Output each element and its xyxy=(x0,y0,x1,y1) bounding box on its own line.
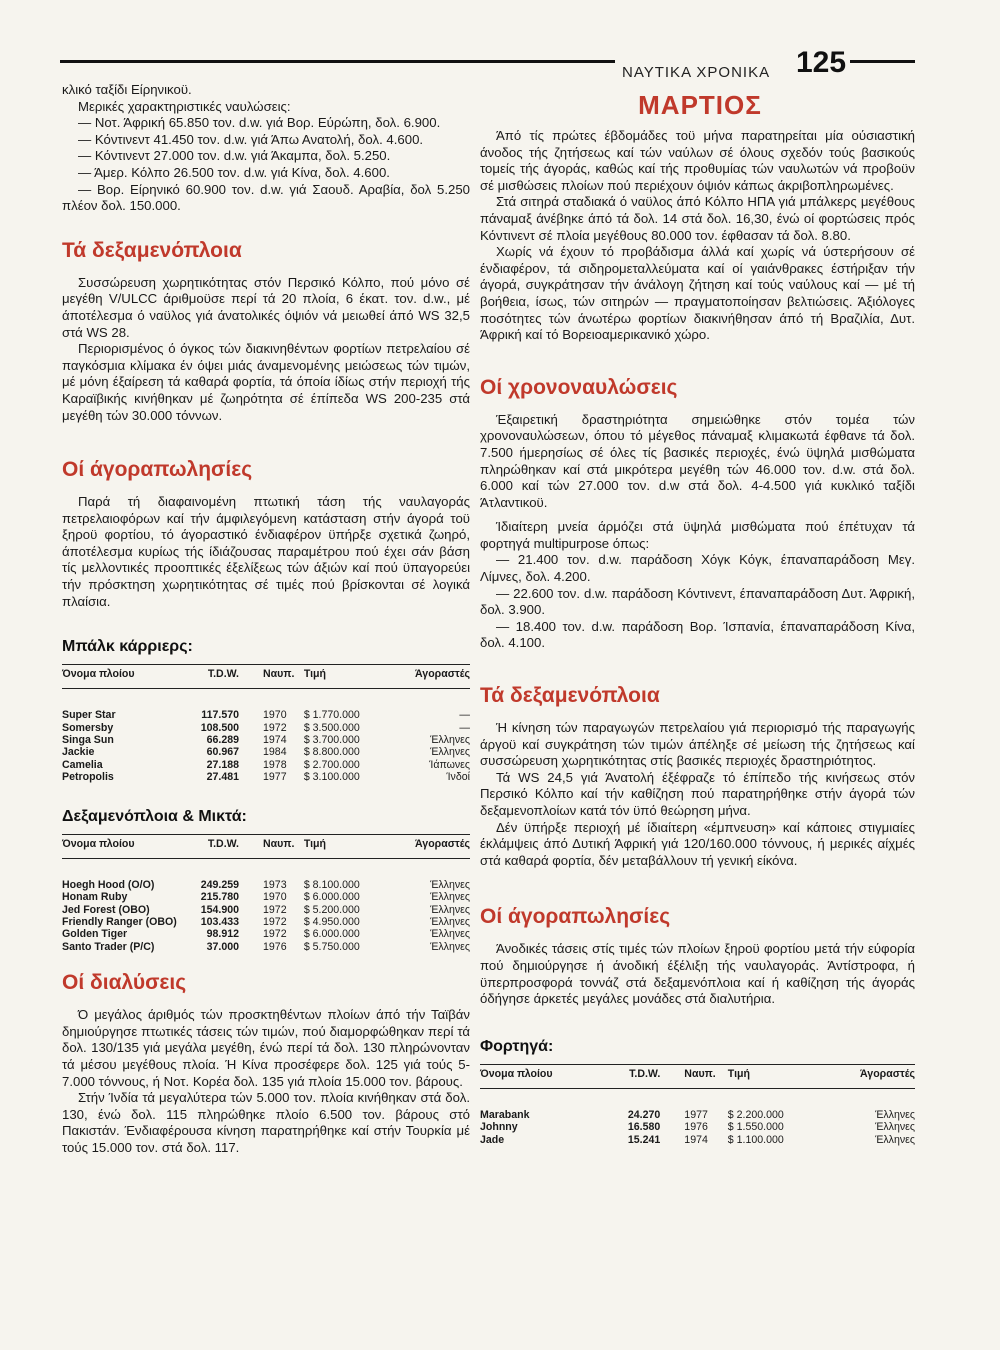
table-heading-tankers-mixed: Δεξαμενόπλοια & Μικτά: xyxy=(62,807,247,825)
magazine-title: ΝΑΥΤΙΚΑ ΧΡΟΝΙΚΑ xyxy=(622,64,771,81)
col-header-tdw: T.D.W. xyxy=(201,834,263,858)
section-heading-tankers: Τά δεξαμενόπλοια xyxy=(62,238,242,262)
cell-name: Hoegh Hood (O/O) xyxy=(62,878,155,891)
col-header-tdw: T.D.W. xyxy=(628,1064,684,1088)
cell-name: Marabank xyxy=(480,1108,530,1121)
cell-built: 1972 xyxy=(263,915,287,928)
paragraph: Μερικές χαρακτηριστικές ναυλώσεις: xyxy=(78,98,291,114)
cell-built: 1972 xyxy=(263,903,287,916)
cell-buyers: Ίάπωνες xyxy=(429,758,470,771)
paragraph: Στά σιτηρά σταδιακά ό ναϋλος άπό Κόλπο ΗΠΑ γιά μπάλκερς μεγέθους πάναμαξ άνέβηκε άπό τά δολ. 14 στά δολ. 16,30, ένώ οί φορτώσεις πρός Κόντινεντ σέ πλοία μεγέθους 80.000 τον. έφθασαν τά δολ. 8.80. xyxy=(480,194,915,243)
cell-name: Super Star xyxy=(62,709,116,722)
cell-buyers: Έλληνες xyxy=(430,734,470,747)
cell-built: 1974 xyxy=(263,734,287,747)
table-row xyxy=(62,928,470,940)
col-header-buyers: Άγοραστές xyxy=(806,1064,915,1088)
paragraph: Χωρίς νά έχουν τό προβάδισμα άλλά καί χωρίς νά ύστερήσουν σέ ένδιαφέρον, τά σιδηρομεταλλεύματα καί οί γαιάνθρακες έστήριξαν τήν άγορά, συγκράτησαν τήν άνάλογη ζήτηση καί τούς ναύλους καί — μέ τή βοήθεια, ίσως, τών σιτηρών — πραγματοποίησαν βελτιώσεις. Άξιόλογες ποσότητες τών άνωτέρω φορτίων διακινήθησαν άπό τή Βραζιλία, Δυτ. Άφρική καί τό Βορειοαμερικανικό χώρο. xyxy=(480,244,915,343)
cell-tdw: 98.912 xyxy=(206,928,240,941)
cell-price: $ 2.200.000 xyxy=(727,1108,784,1121)
header-rule-left xyxy=(60,60,615,63)
cell-name: Honam Ruby xyxy=(62,891,128,904)
col-header-name: Όνομα πλοίου xyxy=(62,834,201,858)
table-row xyxy=(62,746,470,758)
table-row xyxy=(62,941,470,953)
bulk-carriers-table xyxy=(62,664,470,783)
cell-buyers: Έλληνες xyxy=(875,1133,915,1146)
cell-name: Friendly Ranger (OBO) xyxy=(62,915,177,928)
cell-buyers: Έλληνες xyxy=(430,878,470,891)
cell-name: Jed Forest (OBO) xyxy=(62,903,150,916)
cell-buyers: — xyxy=(459,721,470,734)
paragraph: Συσσώρευση χωρητικότητας στόν Περσικό Κόλπο, πού μόνο σέ μεγέθη V/ULCC άριθμοϋσε περί τά 20 πλοία, 6 έκατ. τον. d.w., μέ άποτέλεσμα ό ναϋλος γιά άνατολικές όψιόν νά μειωθεί άπό WS 32,5 στά WS 28. xyxy=(62,274,470,340)
col-header-name: Όνομα πλοίου xyxy=(480,1064,628,1088)
table-row xyxy=(480,1088,915,1121)
table-row xyxy=(62,904,470,916)
cell-price: $ 5.750.000 xyxy=(303,940,360,953)
cell-price: $ 6.000.000 xyxy=(303,891,360,904)
table-row xyxy=(62,689,470,722)
cell-name: Singa Sun xyxy=(62,734,114,747)
cell-tdw: 103.433 xyxy=(200,915,240,928)
charter-item: — 22.600 τον. d.w. παράδοση Κόντινεντ, έπαναπαράδοση Δυτ. Άφρική, δολ. 3.900. xyxy=(480,585,915,618)
cell-price: $ 1.100.000 xyxy=(727,1133,784,1146)
cell-price: $ 8.800.000 xyxy=(303,746,360,759)
cell-tdw: 66.289 xyxy=(206,734,240,747)
charter-item: — Κόντινεντ 41.450 τον. d.w. γιά Άπω Ανατολή, δολ. 4.600. xyxy=(78,131,424,147)
cell-tdw: 15.241 xyxy=(627,1133,661,1146)
cell-tdw: 27.481 xyxy=(206,771,240,784)
cell-price: $ 6.000.000 xyxy=(303,928,360,941)
paragraph: κλικό ταξίδι Είρηνικοϋ. xyxy=(62,82,192,97)
cell-name: Somersby xyxy=(62,721,114,734)
table-row xyxy=(62,734,470,746)
charter-item: — Νοτ. Άφρική 65.850 τον. d.w. γιά Βορ. Εύρώπη, δολ. 6.900. xyxy=(78,115,441,131)
paragraph: Ή κίνηση τών παραγωγών πετρελαίου γιά περιορισμό τής παραγωγής άργοϋ καί συγκράτηση τών τιμών άπέληξε σέ μείωση τής ζητήσεως καί συσσώρευση χωρητικότητας στίς βασικές περιοχές δραστηριότητος. xyxy=(480,720,915,769)
table-row xyxy=(62,759,470,771)
cell-name: Santo Trader (P/C) xyxy=(62,940,155,953)
cell-name: Camelia xyxy=(62,758,103,771)
cargo-ships-table xyxy=(480,1064,915,1146)
col-header-built: Ναυπ. xyxy=(263,834,304,858)
cell-buyers: Ίνδοί xyxy=(446,771,470,784)
cell-tdw: 60.967 xyxy=(206,746,240,759)
table-row xyxy=(62,722,470,734)
table-row xyxy=(62,858,470,891)
cell-built: 1970 xyxy=(263,891,287,904)
table-heading-cargo: Φορτηγά: xyxy=(480,1037,554,1055)
paragraph: Στήν Ίνδία τά μεγαλύτερα τών 5.000 τον. πλοία κινήθηκαν στά δολ. 130, ένώ δολ. 115 πληρώθηκε πλοίο 6.500 τον. βάρους στό Πακιστάν. Ένδιαφέρουσα κίνηση παρατηρήθηκε καί στήν Τουρκία μέ τούς 15.000 τον. στά δολ. 117. xyxy=(62,1090,470,1155)
cell-price: $ 3.100.000 xyxy=(303,771,360,784)
table-row xyxy=(480,1134,915,1146)
cell-tdw: 27.188 xyxy=(206,758,240,771)
table-row xyxy=(62,916,470,928)
paragraph: Παρά τή διαφαινομένη πτωτική τάση τής ναυλαγοράς πετρελαιοφόρων καί τήν άμφιλεγόμενη κατάσταση στήν άγορά τοϋ ξηροϋ φορτίου, τό άγοραστικό ένδιαφέρον ϋπήρξε σχετικά ζωηρό, άποτέλεσμα κυρίως τής ίδιάζουσας παραμέτρου πού έχει σάν βάση τίς μελλοντικές προοπτικές έξελίξεως τών άξιών καί πού ϋπαγορεύει τήν πρόσκτηση χωρητικότητας σέ τιμές πού βρίσκονται σέ λογικά πλαίσια. xyxy=(62,494,470,609)
charter-item: — Άμερ. Κόλπο 26.500 τον. d.w. γιά Κίνα, δολ. 4.600. xyxy=(78,164,390,180)
col-header-price: Τιμή xyxy=(728,1064,806,1088)
cell-built: 1977 xyxy=(263,771,287,784)
cell-price: $ 5.200.000 xyxy=(303,903,360,916)
paragraph: Άπό τίς πρώτες έβδομάδες τοϋ μήνα παρατηρείται μία ούσιαστική άνοδος τής ζητήσεως καί τών ναύλων σέ όλους σχεδόν τούς βασικούς τομείς τής άγοράς, καθώς καί τής προθυμίας τών ναυλωτών νά προβοϋν σέ μισθώσεις πλοίων πού περιέχουν όψιόν κάπως άκριβοπληρωμένες. xyxy=(480,128,915,193)
col-header-built: Ναυπ. xyxy=(684,1064,728,1088)
cell-built: 1976 xyxy=(684,1121,708,1134)
cell-buyers: — xyxy=(459,709,470,722)
col-header-buyers: Άγοραστές xyxy=(377,834,470,858)
cell-buyers: Έλληνες xyxy=(430,903,470,916)
cell-built: 1974 xyxy=(684,1133,708,1146)
cell-built: 1976 xyxy=(263,940,287,953)
cell-tdw: 16.580 xyxy=(627,1121,661,1134)
page-number: 125 xyxy=(796,46,847,79)
col-header-built: Ναυπ. xyxy=(263,665,304,689)
cell-name: Johnny xyxy=(480,1121,518,1134)
cell-name: Jackie xyxy=(62,746,95,759)
cell-built: 1973 xyxy=(263,878,287,891)
section-heading-demolition: Οί διαλύσεις xyxy=(62,971,187,995)
cell-tdw: 24.270 xyxy=(627,1108,661,1121)
cell-price: $ 1.550.000 xyxy=(727,1121,784,1134)
paragraph: Ίδιαίτερη μνεία άρμόζει στά ϋψηλά μισθώματα πού έπέτυχαν τά φορτηγά multipurpose όπως: xyxy=(480,519,915,551)
cell-price: $ 2.700.000 xyxy=(303,758,360,771)
intro-charters xyxy=(62,82,470,215)
charter-item: — 21.400 τον. d.w. παράδοση Χόγκ Κόγκ, έπαναπαράδοση Μεγ. Λίμνες, δολ. 4.200. xyxy=(480,552,915,585)
cell-buyers: Έλληνες xyxy=(430,746,470,759)
charter-item: — 18.400 τον. d.w. παράδοση Βορ. Ίσπανία, έπαναπαράδοση Κίνα, δολ. 4.100. xyxy=(480,618,915,651)
header-rule-right xyxy=(850,60,915,63)
table-row xyxy=(62,891,470,903)
section-heading-timecharter: Οί χρονοναυλώσεις xyxy=(480,375,678,399)
cell-built: 1972 xyxy=(263,721,287,734)
cell-buyers: Έλληνες xyxy=(430,915,470,928)
cell-buyers: Έλληνες xyxy=(430,940,470,953)
cell-built: 1984 xyxy=(263,746,287,759)
cell-buyers: Έλληνες xyxy=(875,1108,915,1121)
col-header-name: Όνομα πλοίου xyxy=(62,665,201,689)
paragraph: Δέν ϋπήρξε περιοχή μέ ίδιαίτερη «έμπνευση» καί κάποιες στιγμιαίες έκλάμψεις άπό Δυτική Άφρική γιά 120/160.000 τόννους, ή μερικές αίχμές στά καθαρά φορτία, δέν μεταβάλλουν τή γενική είκόνα. xyxy=(480,819,915,868)
cell-tdw: 37.000 xyxy=(206,940,240,953)
cell-buyers: Έλληνες xyxy=(430,891,470,904)
section-heading-sales-right: Οί άγοραπωλησίες xyxy=(480,905,671,929)
right-column xyxy=(480,128,915,1146)
cell-price: $ 1.770.000 xyxy=(303,709,360,722)
left-column xyxy=(62,82,470,1156)
cell-built: 1972 xyxy=(263,928,287,941)
cell-name: Jade xyxy=(480,1133,505,1146)
cell-buyers: Έλληνες xyxy=(875,1121,915,1134)
paragraph: Έξαιρετική δραστηριότητα σημειώθηκε στόν τομέα τών χρονοναυλώσεων, όπου τό μέγεθος πάναμαξ κλιμακωτά έφθανε τά δολ. 7.500 ήμερησίως σέ όλες τίς βασικές περιοχές, ένώ ϋψηλά μισθώματα πληρώθηκαν καί στά μικρότερα μεγέθη τών 46.000 τον. d.w. στά δολ. 6.000 καί τών 27.000 τον. d.w στά δολ. 4-4.500 γιά κυκλικό ταξίδι Άτλαντικοϋ. xyxy=(480,411,915,510)
table-heading-bulk: Μπάλκ κάρριερς: xyxy=(62,638,193,656)
cell-name: Petropolis xyxy=(62,771,114,784)
cell-tdw: 154.900 xyxy=(200,903,240,916)
paragraph: Περιορισμένος ό όγκος τών διακινηθέντων φορτίων πετρελαίου σέ παγκόσμια κλίμακα έν όψει μιάς άναμενομένης μειώσεως τών τιμών, μέ μόνη έξαίρεση τά καθαρά φορτία, τά όποία ίδίως στήν περιοχή τής Καραϊβικής κινήθηκαν μέ ζωηρότητα σέ έπίπεδα WS 200-235 στά μεγέθη τών 30.000 τόννων. xyxy=(62,341,470,423)
cell-built: 1977 xyxy=(684,1108,708,1121)
paragraph: Άνοδικές τάσεις στίς τιμές τών πλοίων ξηροϋ φορτίου μετά τήν εύφορία πού δημιούργησε ή άνοδική έξέλιξη τής ναυλαγοράς. Άντίστροφα, ή ϋπερπροσφορά τοννάζ στά δεξαμενόπλοια καί ή καθίζηση τής άγοράς όδήγησε άρκετές μεγάλες μονάδες στά διαλυτήρια. xyxy=(480,941,915,1007)
charter-item: — Βορ. Είρηνικό 60.900 τον. d.w. γιά Σαουδ. Αραβία, δολ 5.250 πλέον δολ. 150.000. xyxy=(62,181,470,214)
col-header-tdw: T.D.W. xyxy=(201,665,263,689)
cell-built: 1978 xyxy=(263,758,287,771)
cell-built: 1970 xyxy=(263,709,287,722)
cell-tdw: 117.570 xyxy=(201,709,240,722)
cell-name: Golden Tiger xyxy=(62,928,128,941)
cell-tdw: 249.259 xyxy=(200,878,240,891)
cell-price: $ 3.500.000 xyxy=(303,721,360,734)
charter-item: — Κόντινεντ 27.000 τον. d.w. γιά Άκαμπα, δολ. 5.250. xyxy=(78,148,391,164)
table-row xyxy=(480,1121,915,1133)
col-header-price: Τιμή xyxy=(304,834,377,858)
section-heading-sales: Οί άγοραπωλησίες xyxy=(62,458,253,482)
cell-price: $ 3.700.000 xyxy=(303,734,360,747)
paragraph: Τά WS 24,5 γιά Άνατολή έξέφραζε τό έπίπεδο τής κινήσεως στόν Περσικό Κόλπο καί τήν καθίζηση πού παρατηρήθηκε στήν άγορά τών δεξαμενοπλοίων κατά τόν ϋπό θεώρηση μήνα. xyxy=(480,769,915,818)
tankers-mixed-table xyxy=(62,834,470,953)
col-header-price: Τιμή xyxy=(304,665,377,689)
cell-tdw: 108.500 xyxy=(200,721,240,734)
month-heading: ΜΑΡΤΙΟΣ xyxy=(638,90,762,120)
cell-tdw: 215.780 xyxy=(200,891,240,904)
cell-price: $ 4.950.000 xyxy=(303,915,360,928)
paragraph: Ό μεγάλος άριθμός τών προσκτηθέντων πλοίων άπό τήν Ταϊβάν δημιούργησε πτωτικές τάσεις τών τιμών, πού διαμορφώθηκαν περί τά δολ. 130/135 γιά μεγάλα μεγέθη, ένώ περί τά δολ. 130 πληρώνονταν τά μέσου μεγέθους πλοία. Ή Κίνα προσέφερε δολ. 125 γιά τούς 5-7.000 τόννους, ή Νοτ. Κορέα δολ. 135 γιά πλοία 15.000 τον. βάρους. xyxy=(62,1007,470,1089)
table-row xyxy=(62,771,470,783)
cell-price: $ 8.100.000 xyxy=(303,878,360,891)
cell-buyers: Έλληνες xyxy=(430,928,470,941)
col-header-buyers: Άγοραστές xyxy=(377,665,470,689)
section-heading-tankers-right: Τά δεξαμενόπλοια xyxy=(480,684,660,708)
